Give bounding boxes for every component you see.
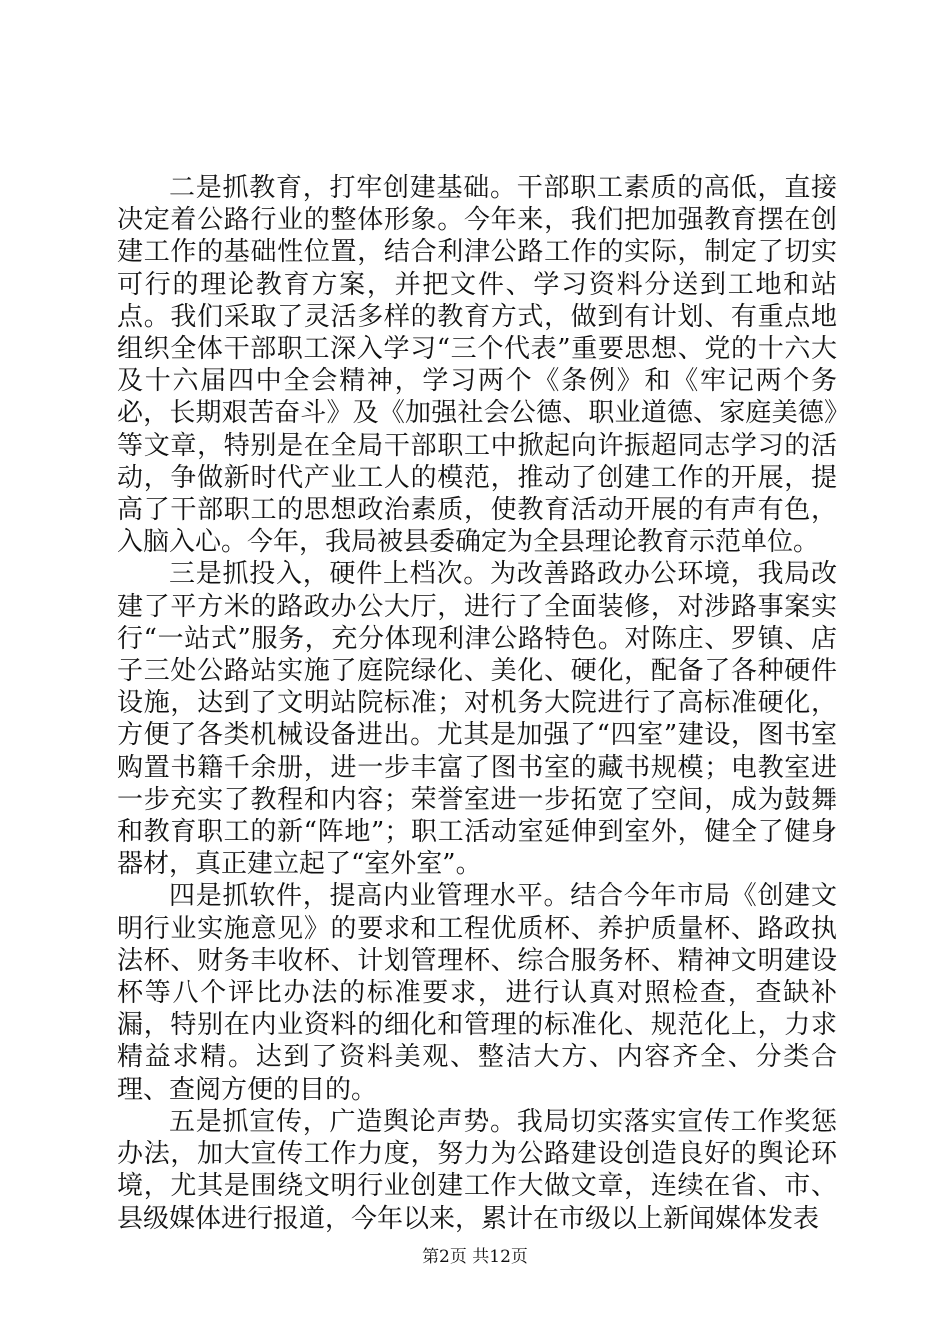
paragraph-education: 二是抓教育，打牢创建基础。干部职工素质的高低，直接决定着公路行业的整体形象。今年来，我们把加强教育摆在创建工作的基础性位置，结合利津公路工作的实际，制定了切实可行的理论教育方案，并把文件、学习资料分送到工地和站点。我们采取了灵活多样的教育方式，做到有计划、有重点地组织全体干部职工深入学习“三个代表”重要思想、党的十六大及十六届四中全会精神，学习两个《条例》和《牢记两个务必，长期艰苦奋斗》及《加强社会公德、职业道德、家庭美德》等文章，特别是在全局干部职工中掀起向许振超同志学习的活动，争做新时代产业工人的模范，推动了创建工作的开展，提高了干部职工的思想政治素质，使教育活动开展的有声有色，入脑入心。今年，我局被县委确定为全县理论教育示范单位。 xyxy=(117,173,837,558)
page-footer: 第2页 共12页 xyxy=(422,1247,528,1267)
paragraph-software: 四是抓软件，提高内业管理水平。结合今年市局《创建文明行业实施意见》的要求和工程优质杯、养护质量杯、路政执法杯、财务丰收杯、计划管理杯、综合服务杯、精神文明建设杯等八个评比办法的标准要求，进行认真对照检查，查缺补漏，特别在内业资料的细化和管理的标准化、规范化上，力求精益求精。达到了资料美观、整洁大方、内容齐全、分类合理、查阅方便的目的。 xyxy=(117,881,837,1105)
document-body xyxy=(117,172,837,1235)
paragraph-publicity: 五是抓宣传，广造舆论声势。我局切实落实宣传工作奖惩办法，加大宣传工作力度，努力为公路建设创造良好的舆论环境，尤其是围绕文明行业创建工作大做文章，连续在省、市、县级媒体进行报道，今年以来，累计在市级以上新闻媒体发表 xyxy=(117,1106,837,1234)
paragraph-investment: 三是抓投入，硬件上档次。为改善路政办公环境，我局改建了平方米的路政办公大厅，进行了全面装修，对涉路事案实行“一站式”服务，充分体现利津公路特色。对陈庄、罗镇、店子三处公路站实施了庭院绿化、美化、硬化，配备了各种硬件设施，达到了文明站院标准；对机务大院进行了高标准硬化，方便了各类机械设备进出。尤其是加强了“四室”建设，图书室购置书籍千余册，进一步丰富了图书室的藏书规模；电教室进一步充实了教程和内容；荣誉室进一步拓宽了空间，成为鼓舞和教育职工的新“阵地”；职工活动室延伸到室外，健全了健身器材，真正建立起了“室外室”。 xyxy=(117,559,837,880)
